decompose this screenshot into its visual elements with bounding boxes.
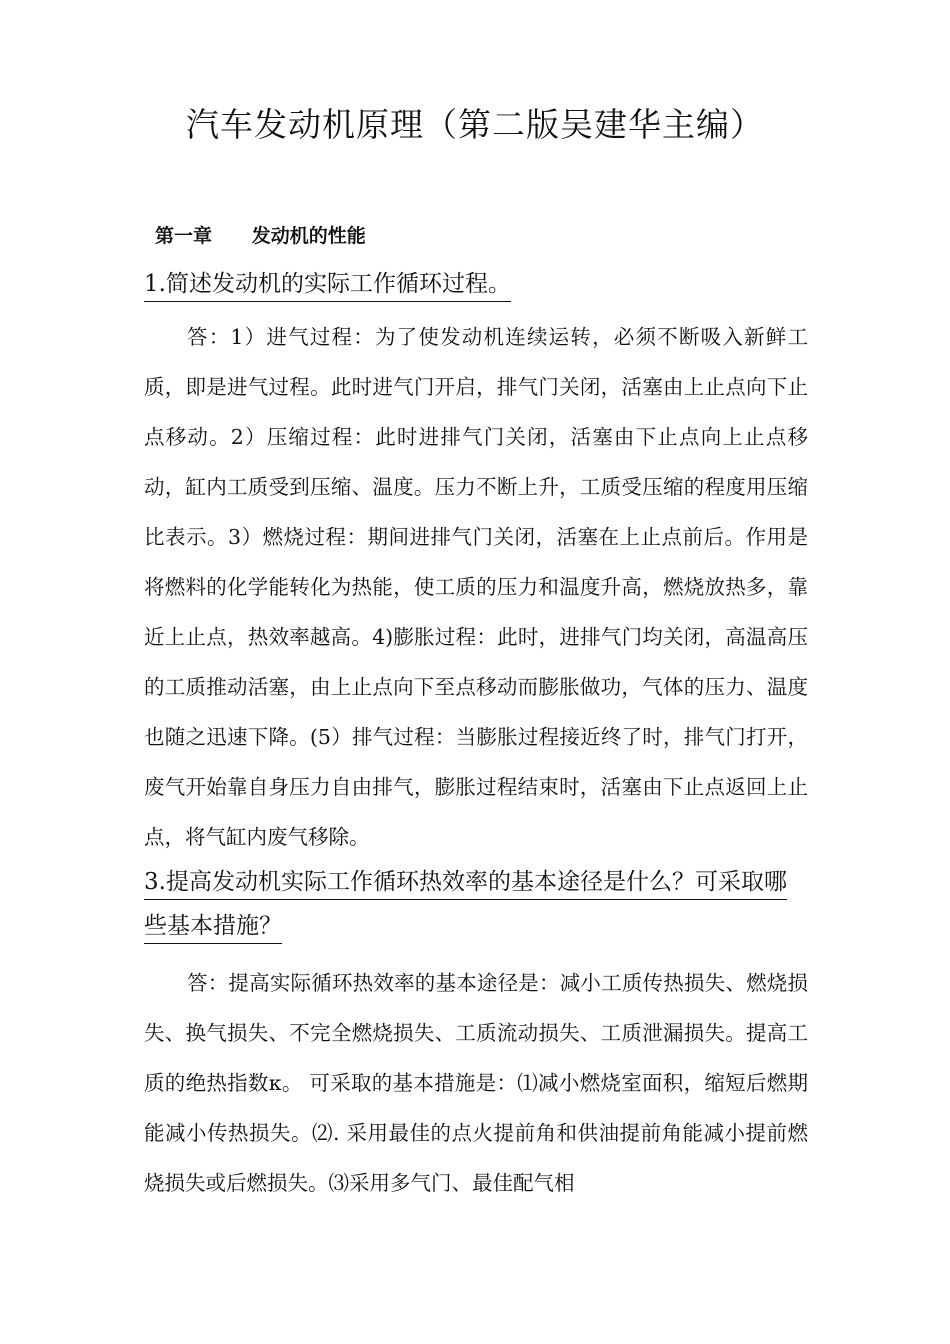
chapter-heading: 第一章 发动机的性能 (155, 225, 366, 247)
question-1 (144, 262, 808, 306)
question-1-text: 1.简述发动机的实际工作循环过程。 (144, 271, 511, 302)
question-2 (144, 860, 808, 948)
document-title: 汽车发动机原理（第二版吴建华主编） (186, 105, 764, 144)
answer-1: 答：1）进气过程：为了使发动机连续运转，必须不断吸入新鲜工质，即是进气过程。此时进气门开启，排气门关闭，活塞由上止点向下止点移动。2）压缩过程：此时进排气门关闭，活塞由下止点向上止点移动，缸内工质受到压缩、温度。压力不断上升，工质受压缩的程度用压缩比表示。3）燃烧过程：期间进排气门关闭，活塞在上止点前后。作用是将燃料的化学能转化为热能，使工质的压力和温度升高，燃烧放热多，靠近上止点，热效率越高。4)膨胀过程：此时，进排气门均关闭，高温高压的工质推动活塞，由上止点向下至点移动而膨胀做功，气体的压力、温度也随之迅速下降。(5）排气过程：当膨胀过程接近终了时，排气门打开，废气开始靠自身压力自由排气，膨胀过程结束时，活塞由下止点返回上止点，将气缸内废气移除。 (144, 325, 808, 849)
answer-2: 答：提高实际循环热效率的基本途径是：减小工质传热损失、燃烧损失、换气损失、不完全燃烧损失、工质流动损失、工质泄漏损失。提高工质的绝热指数κ。 可采取的基本措施是：⑴减小燃烧室面积，缩短后燃期能减小传热损失。⑵. 采用最佳的点火提前角和供油提前角能减小提前燃烧损失或后燃损失。⑶采用多气门、最佳配气相 (144, 971, 808, 1195)
question-2-text: 3.提高发动机实际工作循环热效率的基本途径是什么？可采取哪些基本措施？ (144, 869, 787, 944)
